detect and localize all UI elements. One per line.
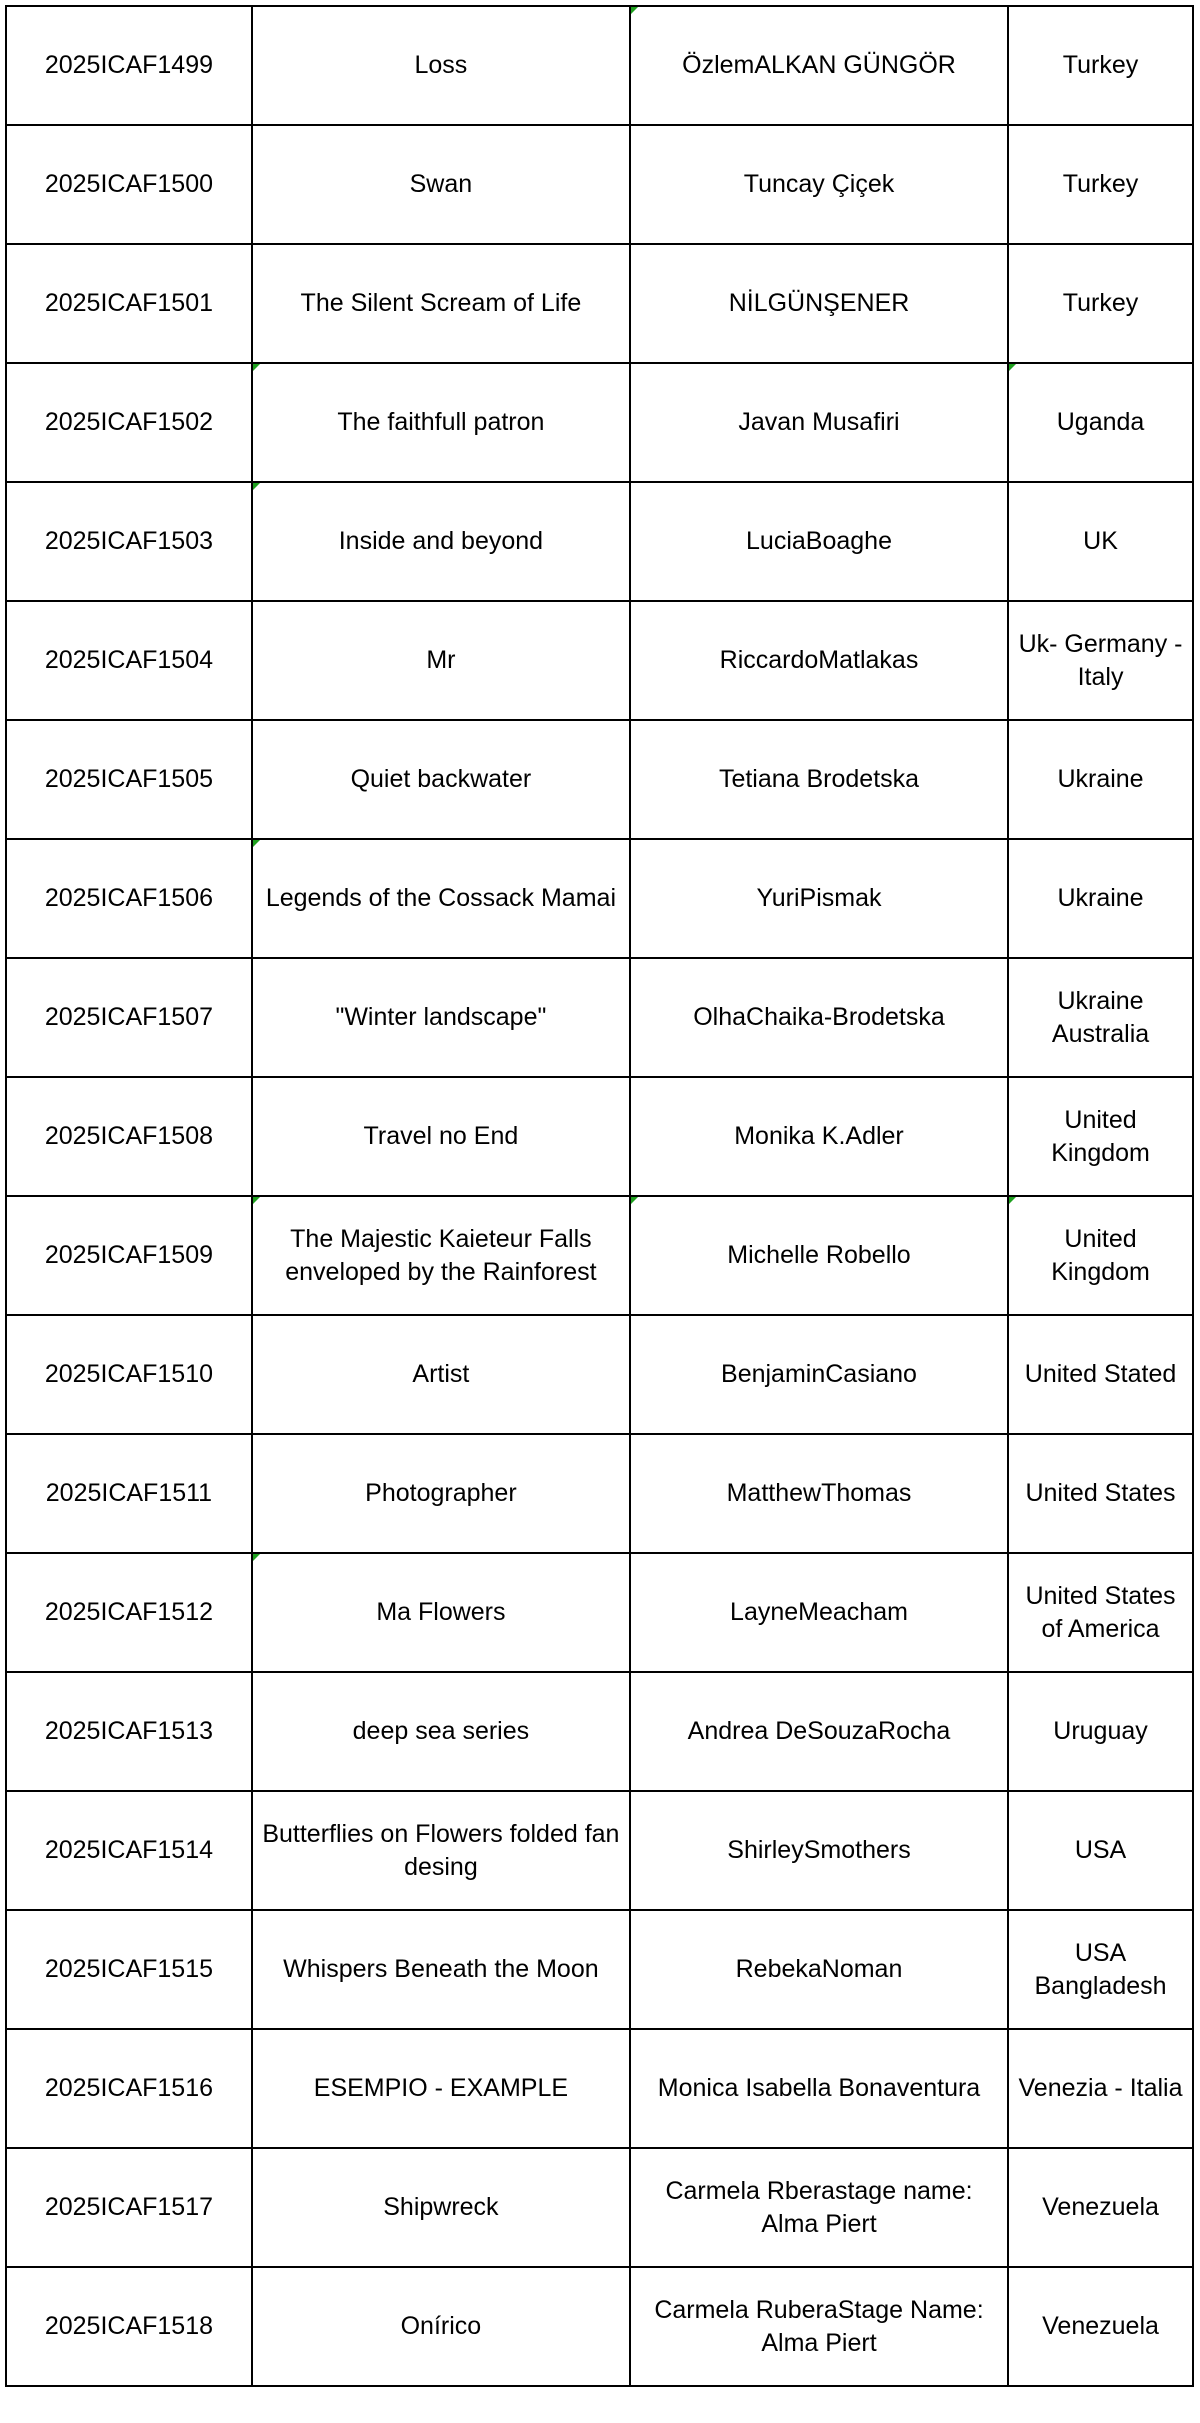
author-cell[interactable]: Tuncay Çiçek xyxy=(630,125,1008,244)
author-cell[interactable]: OlhaChaika-Brodetska xyxy=(630,958,1008,1077)
entry-id-cell[interactable]: 2025ICAF1505 xyxy=(6,720,252,839)
author-cell[interactable]: NİLGÜNŞENER xyxy=(630,244,1008,363)
country-cell[interactable]: Venezuela xyxy=(1008,2267,1193,2386)
country-cell[interactable]: UK xyxy=(1008,482,1193,601)
author-cell[interactable]: Monika K.Adler xyxy=(630,1077,1008,1196)
country-cell[interactable]: Venezuela xyxy=(1008,2148,1193,2267)
table-row xyxy=(6,1791,1193,1910)
country-cell[interactable]: United Kingdom xyxy=(1008,1077,1193,1196)
entry-id-cell[interactable]: 2025ICAF1509 xyxy=(6,1196,252,1315)
entries-table-body xyxy=(6,6,1193,2386)
country-cell[interactable]: USA xyxy=(1008,1791,1193,1910)
table-row xyxy=(6,6,1193,125)
table-row xyxy=(6,244,1193,363)
table-row xyxy=(6,1196,1193,1315)
author-cell[interactable]: LayneMeacham xyxy=(630,1553,1008,1672)
table-row xyxy=(6,2148,1193,2267)
title-cell[interactable]: Onírico xyxy=(252,2267,630,2386)
title-cell[interactable]: Quiet backwater xyxy=(252,720,630,839)
country-cell[interactable]: Uk- Germany - Italy xyxy=(1008,601,1193,720)
title-cell[interactable]: The faithfull patron xyxy=(252,363,630,482)
country-cell[interactable]: United Kingdom xyxy=(1008,1196,1193,1315)
author-cell[interactable]: LuciaBoaghe xyxy=(630,482,1008,601)
table-row xyxy=(6,839,1193,958)
author-cell[interactable]: BenjaminCasiano xyxy=(630,1315,1008,1434)
title-cell[interactable]: The Majestic Kaieteur Falls enveloped by the Rainforest xyxy=(252,1196,630,1315)
table-row xyxy=(6,958,1193,1077)
title-cell[interactable]: Ma Flowers xyxy=(252,1553,630,1672)
author-cell[interactable]: ShirleySmothers xyxy=(630,1791,1008,1910)
country-cell[interactable]: Venezia - Italia xyxy=(1008,2029,1193,2148)
author-cell[interactable]: MatthewThomas xyxy=(630,1434,1008,1553)
title-cell[interactable]: deep sea series xyxy=(252,1672,630,1791)
country-cell[interactable]: Uganda xyxy=(1008,363,1193,482)
table-row xyxy=(6,2029,1193,2148)
table-row xyxy=(6,1315,1193,1434)
table-row xyxy=(6,1672,1193,1791)
author-cell[interactable]: Tetiana Brodetska xyxy=(630,720,1008,839)
title-cell[interactable]: Swan xyxy=(252,125,630,244)
title-cell[interactable]: Legends of the Cossack Mamai xyxy=(252,839,630,958)
title-cell[interactable]: Inside and beyond xyxy=(252,482,630,601)
author-cell[interactable]: ÖzlemALKAN GÜNGÖR xyxy=(630,6,1008,125)
entry-id-cell[interactable]: 2025ICAF1512 xyxy=(6,1553,252,1672)
title-cell[interactable]: Photographer xyxy=(252,1434,630,1553)
title-cell[interactable]: Artist xyxy=(252,1315,630,1434)
table-row xyxy=(6,1434,1193,1553)
author-cell[interactable]: Carmela RuberaStage Name: Alma Piert xyxy=(630,2267,1008,2386)
author-cell[interactable]: Michelle Robello xyxy=(630,1196,1008,1315)
entry-id-cell[interactable]: 2025ICAF1518 xyxy=(6,2267,252,2386)
entry-id-cell[interactable]: 2025ICAF1506 xyxy=(6,839,252,958)
country-cell[interactable]: Uruguay xyxy=(1008,1672,1193,1791)
author-cell[interactable]: Javan Musafiri xyxy=(630,363,1008,482)
country-cell[interactable]: Turkey xyxy=(1008,125,1193,244)
country-cell[interactable]: Ukraine xyxy=(1008,839,1193,958)
entries-table xyxy=(5,5,1194,2387)
title-cell[interactable]: Travel no End xyxy=(252,1077,630,1196)
country-cell[interactable]: USA Bangladesh xyxy=(1008,1910,1193,2029)
table-row xyxy=(6,125,1193,244)
country-cell[interactable]: United Stated xyxy=(1008,1315,1193,1434)
table-row xyxy=(6,1553,1193,1672)
entry-id-cell[interactable]: 2025ICAF1511 xyxy=(6,1434,252,1553)
country-cell[interactable]: Ukraine xyxy=(1008,720,1193,839)
entry-id-cell[interactable]: 2025ICAF1517 xyxy=(6,2148,252,2267)
country-cell[interactable]: United States xyxy=(1008,1434,1193,1553)
entry-id-cell[interactable]: 2025ICAF1501 xyxy=(6,244,252,363)
author-cell[interactable]: Monica Isabella Bonaventura xyxy=(630,2029,1008,2148)
country-cell[interactable]: United States of America xyxy=(1008,1553,1193,1672)
author-cell[interactable]: Andrea DeSouzaRocha xyxy=(630,1672,1008,1791)
entry-id-cell[interactable]: 2025ICAF1504 xyxy=(6,601,252,720)
entry-id-cell[interactable]: 2025ICAF1500 xyxy=(6,125,252,244)
title-cell[interactable]: ESEMPIO - EXAMPLE xyxy=(252,2029,630,2148)
title-cell[interactable]: Shipwreck xyxy=(252,2148,630,2267)
entry-id-cell[interactable]: 2025ICAF1499 xyxy=(6,6,252,125)
entry-id-cell[interactable]: 2025ICAF1515 xyxy=(6,1910,252,2029)
title-cell[interactable]: Mr xyxy=(252,601,630,720)
entry-id-cell[interactable]: 2025ICAF1503 xyxy=(6,482,252,601)
country-cell[interactable]: Ukraine Australia xyxy=(1008,958,1193,1077)
table-row xyxy=(6,2267,1193,2386)
author-cell[interactable]: RiccardoMatlakas xyxy=(630,601,1008,720)
author-cell[interactable]: RebekaNoman xyxy=(630,1910,1008,2029)
entry-id-cell[interactable]: 2025ICAF1514 xyxy=(6,1791,252,1910)
entry-id-cell[interactable]: 2025ICAF1508 xyxy=(6,1077,252,1196)
author-cell[interactable]: YuriPismak xyxy=(630,839,1008,958)
table-row xyxy=(6,601,1193,720)
table-row xyxy=(6,363,1193,482)
entry-id-cell[interactable]: 2025ICAF1513 xyxy=(6,1672,252,1791)
entry-id-cell[interactable]: 2025ICAF1516 xyxy=(6,2029,252,2148)
country-cell[interactable]: Turkey xyxy=(1008,6,1193,125)
title-cell[interactable]: Loss xyxy=(252,6,630,125)
author-cell[interactable]: Carmela Rberastage name: Alma Piert xyxy=(630,2148,1008,2267)
table-row xyxy=(6,1910,1193,2029)
title-cell[interactable]: Whispers Beneath the Moon xyxy=(252,1910,630,2029)
country-cell[interactable]: Turkey xyxy=(1008,244,1193,363)
title-cell[interactable]: The Silent Scream of Life xyxy=(252,244,630,363)
entry-id-cell[interactable]: 2025ICAF1502 xyxy=(6,363,252,482)
table-row xyxy=(6,482,1193,601)
table-row xyxy=(6,1077,1193,1196)
entry-id-cell[interactable]: 2025ICAF1510 xyxy=(6,1315,252,1434)
entry-id-cell[interactable]: 2025ICAF1507 xyxy=(6,958,252,1077)
table-row xyxy=(6,720,1193,839)
title-cell[interactable]: "Winter landscape" xyxy=(252,958,630,1077)
title-cell[interactable]: Butterflies on Flowers folded fan desing xyxy=(252,1791,630,1910)
